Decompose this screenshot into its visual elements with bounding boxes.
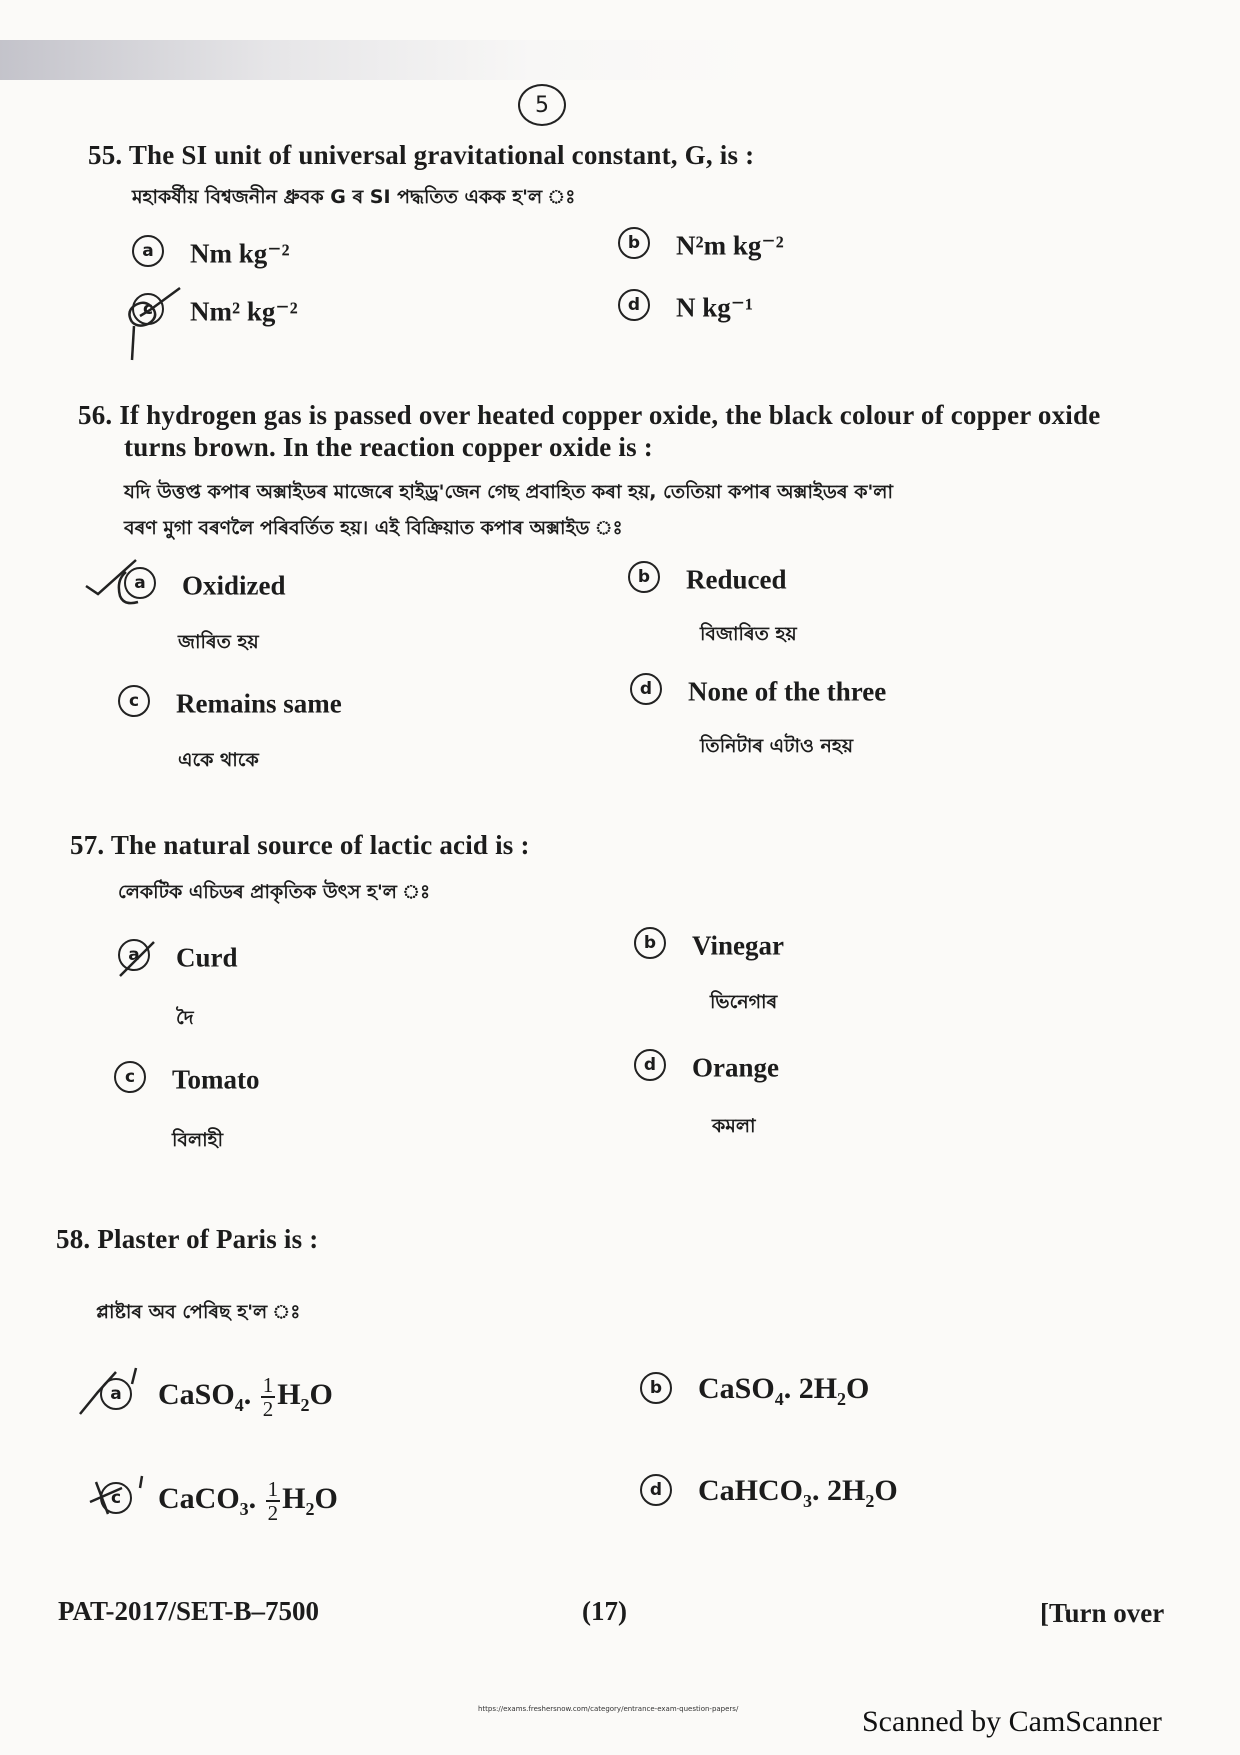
option-58-b bbox=[640, 1372, 869, 1410]
option-text: N kg⁻¹ bbox=[676, 292, 754, 323]
option-letter: c bbox=[132, 293, 164, 325]
formula: CaSO$_4$. $2H_2O$ bbox=[698, 1372, 870, 1409]
option-text: Nm² kg⁻² bbox=[190, 296, 298, 327]
turn-over: [Turn over bbox=[1040, 1598, 1165, 1628]
handwritten-cross-mark bbox=[82, 1468, 162, 1528]
question-55-assamese: মহাকৰ্ষীয় বিশ্বজনীন ধ্ৰুবক G ৰ SI পদ্ধতিত একক হ'ল ঃ bbox=[132, 186, 576, 208]
option-letter: b bbox=[628, 561, 660, 593]
question-58 bbox=[56, 1224, 318, 1255]
option-letter: b bbox=[618, 227, 650, 259]
question-56 bbox=[78, 400, 1100, 431]
option-text: Nm kg⁻² bbox=[190, 238, 290, 269]
page-number: (17) bbox=[582, 1596, 627, 1626]
option-letter: a bbox=[132, 235, 164, 267]
scan-shadow bbox=[0, 40, 760, 80]
option-letter: b bbox=[634, 927, 666, 959]
option-text: None of the three bbox=[688, 676, 887, 707]
option-55-d bbox=[618, 292, 753, 324]
option-56-b-assamese: বিজাৰিত হয় bbox=[700, 623, 797, 645]
formula: CaHCO$_3$. $2H_2O$ bbox=[698, 1474, 898, 1511]
question-58-assamese: প্লাষ্টাৰ অব পেৰিছ হ'ল ঃ bbox=[96, 1301, 301, 1323]
option-text: N²m kg⁻² bbox=[676, 230, 784, 261]
handwritten-tick-mark bbox=[80, 556, 160, 612]
option-56-d-assamese: তিনিটাৰ এটাও নহয় bbox=[700, 735, 854, 757]
option-text: Orange bbox=[692, 1052, 779, 1083]
question-number: 58. bbox=[56, 1224, 91, 1254]
option-57-d bbox=[634, 1052, 779, 1084]
question-57-assamese: লেকটিক এচিডৰ প্ৰাকৃতিক উৎস হ'ল ঃ bbox=[118, 881, 431, 903]
question-57 bbox=[70, 830, 530, 861]
option-56-c bbox=[118, 688, 342, 720]
option-letter: d bbox=[618, 289, 650, 321]
option-57-c-assamese: বিলাহী bbox=[172, 1129, 224, 1151]
option-letter: a bbox=[118, 939, 150, 971]
option-58-d bbox=[640, 1474, 898, 1512]
formula: CaCO$_3$. bbox=[158, 1482, 264, 1519]
question-number: 57. bbox=[70, 830, 105, 860]
option-text: Vinegar bbox=[692, 930, 784, 961]
option-text: Tomato bbox=[172, 1064, 260, 1095]
option-56-a-assamese: জাৰিত হয় bbox=[178, 631, 259, 653]
fraction: $\frac{1}{2}$ bbox=[267, 1477, 279, 1525]
formula: CaSO$_4$. bbox=[158, 1378, 259, 1415]
page-marker: 5 bbox=[518, 84, 566, 126]
option-letter: c bbox=[118, 685, 150, 717]
scanner-watermark: Scanned by CamScanner bbox=[862, 1705, 1162, 1738]
option-text: Reduced bbox=[686, 564, 787, 595]
option-text: Oxidized bbox=[182, 570, 286, 601]
option-55-a bbox=[132, 238, 290, 270]
option-55-b bbox=[618, 230, 784, 262]
option-letter: d bbox=[630, 673, 662, 705]
question-56-assamese-line1: যদি উত্তপ্ত কপাৰ অক্সাইডৰ মাজেৰে হাইড্ৰ'জেন গেছ প্ৰবাহিত কৰা হয়, তেতিয়া কপাৰ অক্সাইডৰ ক'লা bbox=[124, 481, 893, 503]
question-number: 56. bbox=[78, 400, 113, 430]
option-letter: b bbox=[640, 1372, 672, 1404]
option-text: Curd bbox=[176, 942, 238, 973]
option-letter: a bbox=[124, 567, 156, 599]
handwritten-tick-mark bbox=[76, 1362, 156, 1422]
option-58-a: a CaSO$_4$. $\frac{1}{2}$ $H_2O$ bbox=[100, 1374, 333, 1420]
handwritten-tick-mark bbox=[120, 282, 190, 362]
option-letter: c bbox=[114, 1061, 146, 1093]
handwritten-cross-mark bbox=[114, 936, 160, 982]
question-text: Plaster of Paris is : bbox=[97, 1224, 319, 1254]
option-57-b bbox=[634, 930, 784, 962]
option-57-c bbox=[114, 1064, 260, 1096]
option-57-b-assamese: ভিনেগাৰ bbox=[710, 991, 778, 1013]
question-56-line2: turns brown. In the reaction copper oxide is : bbox=[124, 432, 653, 462]
option-letter: d bbox=[634, 1049, 666, 1081]
option-letter: a bbox=[100, 1378, 132, 1410]
question-56-assamese-line2: বৰণ মুগা বৰণলৈ পৰিবৰ্তিত হয়। এই বিক্ৰিয়াত কপাৰ অক্সাইড ঃ bbox=[124, 517, 623, 539]
paper-code: PAT-2017/SET-B–7500 bbox=[58, 1596, 320, 1626]
option-57-a-assamese: দৈ bbox=[176, 1007, 194, 1029]
option-text: Remains same bbox=[176, 688, 342, 719]
option-letter: d bbox=[640, 1474, 672, 1506]
source-url: https://exams.freshersnow.com/category/entrance-exam-question-papers/ bbox=[478, 1705, 739, 1713]
question-text: The SI unit of universal gravitational constant, G, is : bbox=[128, 140, 755, 170]
option-56-d bbox=[630, 676, 886, 708]
question-text: The natural source of lactic acid is : bbox=[110, 830, 530, 860]
question-55 bbox=[88, 140, 754, 171]
option-letter: c bbox=[100, 1482, 132, 1514]
option-58-c: c CaCO$_3$. $\frac{1}{2}$ $H_2O$ bbox=[100, 1478, 338, 1524]
question-text: If hydrogen gas is passed over heated copper oxide, the black colour of copper oxide bbox=[119, 400, 1101, 430]
option-56-b bbox=[628, 564, 787, 596]
question-number: 55. bbox=[88, 140, 123, 170]
option-56-c-assamese: একে থাকে bbox=[178, 749, 259, 771]
fraction: $\frac{1}{2}$ bbox=[262, 1373, 274, 1421]
option-57-d-assamese: কমলা bbox=[712, 1115, 756, 1137]
